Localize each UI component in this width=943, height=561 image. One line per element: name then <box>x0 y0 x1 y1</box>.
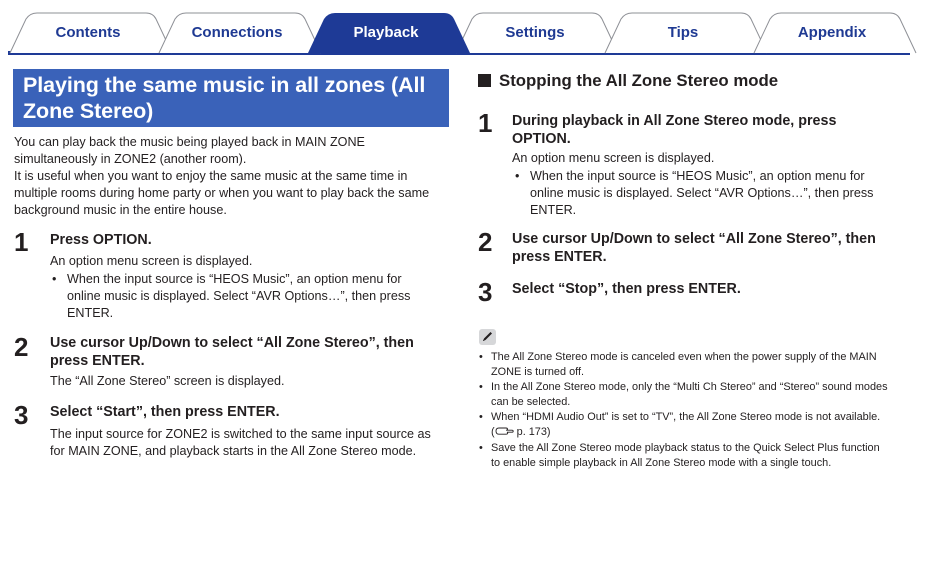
bullet-dot: • <box>515 169 520 183</box>
step-body <box>50 253 252 270</box>
text-line: The All Zone Stereo mode is canceled even when the power supply of the MAIN <box>491 351 877 363</box>
step-heading <box>512 112 836 148</box>
text-line: simultaneously in ZONE2 (another room). <box>14 152 247 166</box>
page-title-line: Playing the same music in all zones (All <box>23 73 426 97</box>
square-bullet-icon <box>478 74 491 87</box>
text-line: An option menu screen is displayed. <box>512 151 715 165</box>
step-number: 3 <box>14 400 29 430</box>
ref-page: p. 173) <box>516 426 551 438</box>
step-heading <box>50 403 280 421</box>
text-line: When the input source is “HEOS Music”, an option menu for <box>67 272 402 286</box>
list-item <box>52 271 442 322</box>
list-item <box>515 168 915 219</box>
note-item <box>479 350 919 380</box>
bullet-dot: • <box>479 442 483 454</box>
text-line: Use cursor Up/Down to select “All Zone Stereo”, then <box>512 231 876 247</box>
step-heading <box>512 280 741 298</box>
text-line: Select “Start”, then press ENTER. <box>50 404 280 420</box>
note-item <box>479 410 919 440</box>
tab-tips[interactable]: Tips <box>667 24 699 41</box>
step-number: 2 <box>478 227 493 257</box>
text-line: to enable simple playback in All Zone Stereo mode with a single touch. <box>491 457 832 469</box>
text-line: When “HDMI Audio Out” is set to “TV”, the All Zone Stereo mode is not available. <box>491 411 881 423</box>
step-number: 1 <box>14 227 29 257</box>
bullet-dot: • <box>479 411 483 423</box>
memo-pencil-icon <box>479 329 496 345</box>
step-number: 3 <box>478 277 493 307</box>
text-line: press ENTER. <box>512 249 607 265</box>
page-title <box>13 69 449 127</box>
text-line: ZONE is turned off. <box>491 366 585 378</box>
text-line: When the input source is “HEOS Music”, an option menu for <box>530 169 865 183</box>
step-number: 2 <box>14 332 29 362</box>
text-line: Use cursor Up/Down to select “All Zone Stereo”, then <box>50 335 414 351</box>
tab-bar <box>0 0 943 56</box>
ref-open-paren: ( <box>491 426 495 438</box>
text-line: OPTION. <box>512 131 571 147</box>
text-line: You can play back the music being played back in MAIN ZONE <box>14 135 365 149</box>
step-heading <box>50 334 414 370</box>
step-number: 1 <box>478 108 493 138</box>
page-title-line: Zone Stereo) <box>23 99 154 123</box>
text-line: In the All Zone Stereo mode, only the “Multi Ch Stereo” and “Stereo” sound modes <box>491 381 888 393</box>
text-line: During playback in All Zone Stereo mode, press <box>512 113 837 129</box>
text-line: Save the All Zone Stereo mode playback status to the Quick Select Plus function <box>491 442 880 454</box>
text-line: background music in the entire house. <box>14 203 227 217</box>
step-heading <box>50 231 152 249</box>
tab-connections[interactable]: Connections <box>191 24 283 41</box>
step-body <box>512 150 714 167</box>
tab-appendix[interactable]: Appendix <box>797 24 867 41</box>
pointing-hand-icon <box>495 426 514 436</box>
note-item <box>479 380 919 410</box>
text-line: Select “Stop”, then press ENTER. <box>512 281 741 297</box>
section-heading-text: Stopping the All Zone Stereo mode <box>499 71 779 90</box>
text-line: can be selected. <box>491 396 571 408</box>
bullet-dot: • <box>479 381 483 393</box>
step-body <box>50 373 285 390</box>
page-reference-link[interactable] <box>491 425 919 440</box>
intro-paragraph-2 <box>14 168 429 219</box>
text-line: Press OPTION. <box>50 232 152 248</box>
step-body <box>50 426 431 460</box>
note-item <box>479 441 919 471</box>
text-line: online music is displayed. Select “AVR Options…”, then press <box>67 289 411 303</box>
text-line: An option menu screen is displayed. <box>50 254 253 268</box>
text-line: The input source for ZONE2 is switched to the same input source as <box>50 427 431 441</box>
tab-playback[interactable]: Playback <box>353 24 419 41</box>
bullet-dot: • <box>479 351 483 363</box>
text-line: It is useful when you want to enjoy the same music at the same time in <box>14 169 408 183</box>
tab-contents[interactable]: Contents <box>55 24 121 41</box>
section-heading <box>478 71 778 91</box>
intro-paragraph-1 <box>14 134 365 168</box>
text-line: online music is displayed. Select “AVR Options…”, then press <box>530 186 874 200</box>
text-line: multiple rooms during home party or when you want to play back the same <box>14 186 430 200</box>
bullet-dot: • <box>52 272 57 286</box>
text-line: ENTER. <box>67 306 114 320</box>
step-heading <box>512 230 876 266</box>
text-line: ENTER. <box>530 203 577 217</box>
text-line: press ENTER. <box>50 353 145 369</box>
text-line: The “All Zone Stereo” screen is displayed. <box>50 374 285 388</box>
text-line: for MAIN ZONE, and playback starts in the All Zone Stereo mode. <box>50 444 417 458</box>
tab-settings[interactable]: Settings <box>505 24 565 41</box>
